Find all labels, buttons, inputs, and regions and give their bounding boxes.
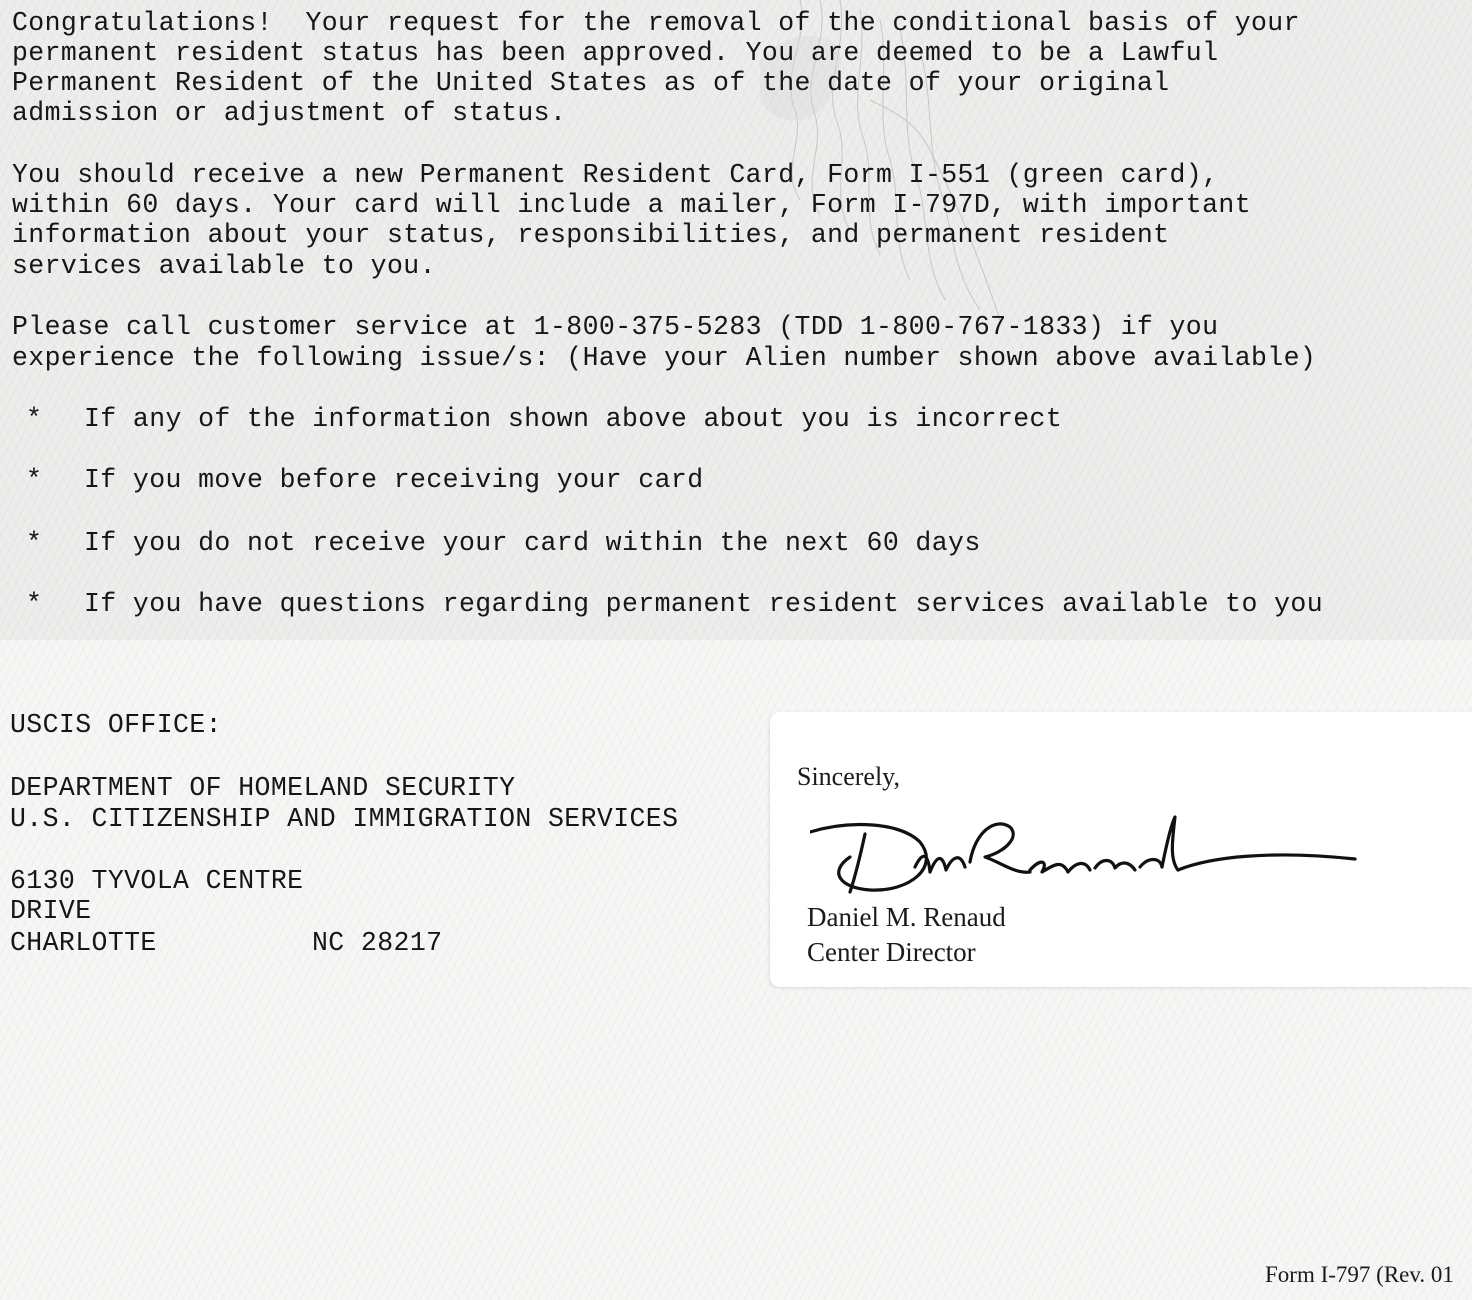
bullet-marker: * [26, 465, 43, 495]
paragraph1-line2: permanent resident status has been approved. You are deemed to be a Lawful [12, 38, 1219, 68]
bullet-marker: * [26, 589, 43, 619]
paragraph1-line4: admission or adjustment of status. [12, 98, 567, 128]
paragraph2-line4: services available to you. [12, 251, 436, 281]
signature-panel [770, 712, 1472, 987]
bullet-item: If any of the information shown above about you is incorrect [84, 404, 1063, 434]
office-city: CHARLOTTE [10, 928, 157, 958]
signer-name: Daniel M. Renaud [807, 902, 1006, 932]
paragraph1-line3: Permanent Resident of the United States as of the date of your original [12, 68, 1170, 98]
office-agency: U.S. CITIZENSHIP AND IMMIGRATION SERVICES [10, 804, 679, 834]
bullet-item: If you do not receive your card within the next 60 days [84, 528, 981, 558]
office-department: DEPARTMENT OF HOMELAND SECURITY [10, 773, 516, 803]
paragraph1-line1: Congratulations! Your request for the removal of the conditional basis of your [12, 8, 1300, 38]
paragraph2-line1: You should receive a new Permanent Resident Card, Form I-551 (green card), [12, 160, 1219, 190]
form-number: Form I-797 (Rev. 01 [1265, 1262, 1454, 1287]
handwritten-signature [810, 812, 1370, 902]
bullet-marker: * [26, 404, 43, 434]
paragraph3-line2: experience the following issue/s: (Have your Alien number shown above available) [12, 343, 1317, 373]
bullet-marker: * [26, 528, 43, 558]
office-street-line2: DRIVE [10, 896, 92, 926]
office-street-line1: 6130 TYVOLA CENTRE [10, 866, 304, 896]
bullet-item: If you have questions regarding permanent resident services available to you [84, 589, 1323, 619]
closing-text: Sincerely, [797, 762, 900, 791]
paragraph3-line1: Please call customer service at 1-800-375-5283 (TDD 1-800-767-1833) if you [12, 312, 1219, 342]
paragraph2-line3: information about your status, responsibilities, and permanent resident [12, 220, 1170, 250]
bullet-item: If you move before receiving your card [84, 465, 704, 495]
signer-title: Center Director [807, 937, 976, 967]
paragraph2-line2: within 60 days. Your card will include a mailer, Form I-797D, with important [12, 190, 1251, 220]
office-state-zip: NC 28217 [312, 928, 443, 958]
office-heading: USCIS OFFICE: [10, 710, 222, 740]
